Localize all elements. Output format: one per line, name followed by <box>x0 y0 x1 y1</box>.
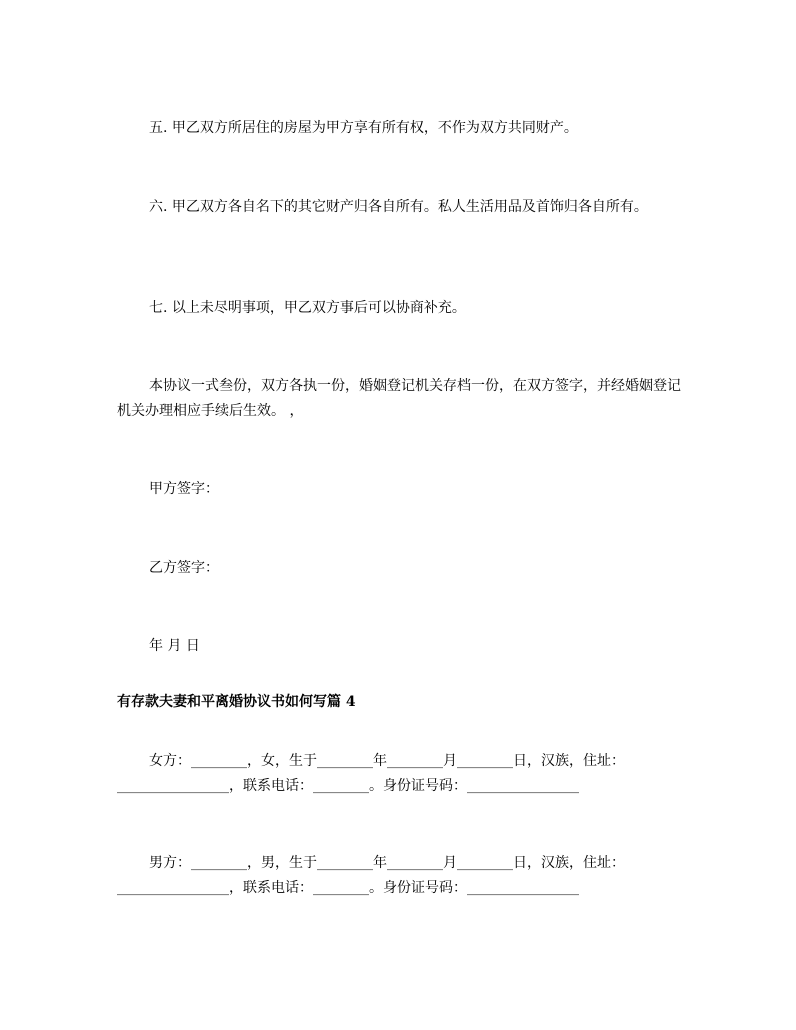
agreement-validity-paragraph: 本协议一式叁份，双方各执一份，婚姻登记机关存档一份，在双方签字，并经婚姻登记机关办理相应手续后生效。 ， <box>117 378 681 419</box>
male-party-info <box>117 851 687 901</box>
clause-six: 六. 甲乙双方各自名下的其它财产归各自所有。私人生活用品及首饰归各自所有。 <box>149 199 648 215</box>
date-line: 年 月 日 <box>149 638 200 654</box>
female-info-line-1: 女方：________，女，生于________年________月________日，汉族，住址： <box>149 753 625 769</box>
female-info-line-2: ________________，联系电话：________。身份证号码：________________ <box>117 778 579 794</box>
party-b-signature-label: 乙方签字： <box>149 560 219 576</box>
party-a-signature-label: 甲方签字： <box>149 481 219 497</box>
male-info-line-1: 男方：________，男，生于________年________月________日，汉族，住址： <box>149 855 625 871</box>
section-heading: 有存款夫妻和平离婚协议书如何写篇 4 <box>117 694 356 710</box>
male-info-line-2: ________________，联系电话：________。身份证号码：________________ <box>117 880 579 896</box>
female-party-info <box>117 749 687 799</box>
clause-five: 五. 甲乙双方所居住的房屋为甲方享有所有权，不作为双方共同财产。 <box>149 120 578 136</box>
clause-seven: 七. 以上未尽明事项，甲乙双方事后可以协商补充。 <box>149 300 466 316</box>
